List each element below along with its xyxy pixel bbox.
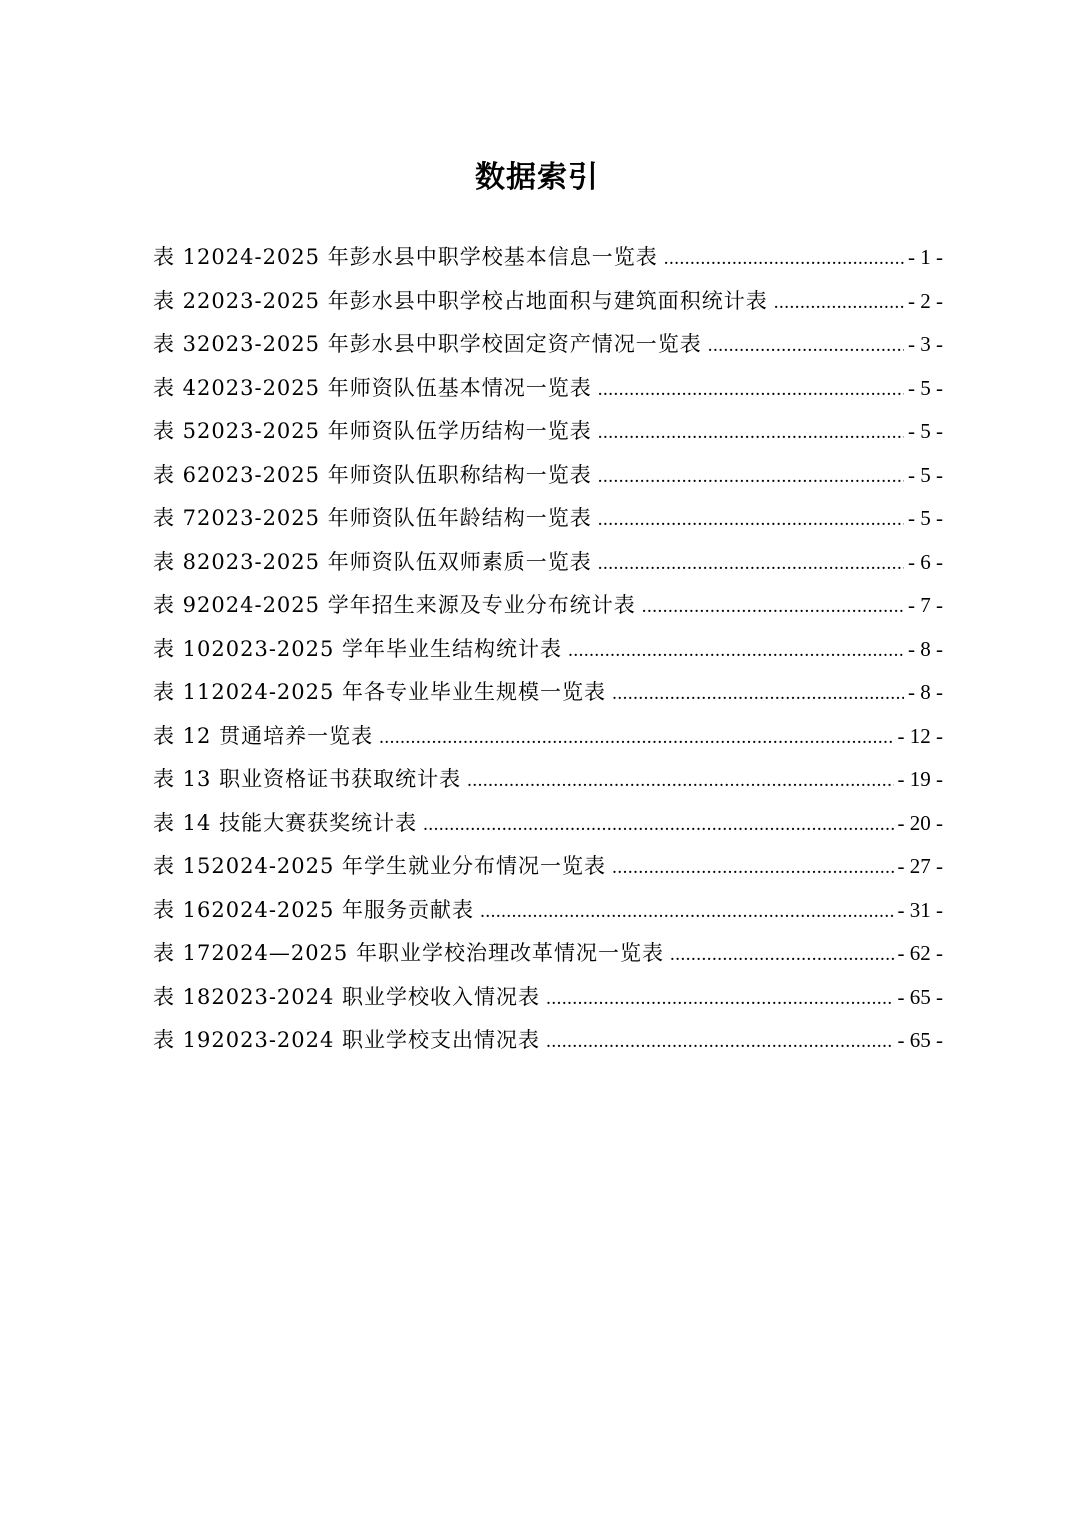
toc-entry-page: - 62 - [897,941,943,965]
toc-entry-label: 表 162024-2025 年服务贡献表 [153,897,475,922]
toc-dot-leader [708,326,904,366]
toc-entry-page: - 5 - [908,419,943,443]
toc-entry-label: 表 14 技能大赛获奖统计表 [153,810,418,835]
toc-dot-leader [670,935,894,975]
toc-entry[interactable] [153,411,943,455]
toc-entry[interactable] [153,846,943,890]
toc-entry-page: - 8 - [908,636,943,661]
toc-entry-label: 表 92024-2025 学年招生来源及专业分布统计表 [153,593,636,617]
toc-entry-label: 表 172024—2025 年职业学校治理改革情况一览表 [153,941,664,965]
toc-entry[interactable] [153,1020,943,1064]
toc-entry-label: 表 52023-2025 年师资队伍学历结构一览表 [153,419,592,443]
toc-entry-label: 表 192023-2024 职业学校支出情况表 [153,1028,541,1052]
toc-dot-leader [598,500,904,540]
toc-entry-label: 表 82023-2025 年师资队伍双师素质一览表 [153,549,592,574]
toc-entry-page: - 19 - [897,767,943,791]
toc-entry-page: - 31 - [897,897,943,922]
toc-entry-page: - 2 - [908,288,943,313]
toc-entry-label: 表 22023-2025 年彭水县中职学校占地面积与建筑面积统计表 [153,288,768,313]
toc-entry[interactable] [153,498,943,542]
toc-dot-leader [546,1022,893,1062]
toc-dot-leader [598,457,904,497]
page-title: 数据索引 [475,160,599,196]
toc-entry-page: - 5 - [908,462,943,487]
toc-entry-page: - 65 - [897,984,943,1009]
toc-entry[interactable] [153,716,943,760]
toc-entry[interactable] [153,759,943,803]
toc-entry[interactable] [153,803,943,847]
toc-entry-label: 表 112024-2025 年各专业毕业生规模一览表 [153,680,607,704]
toc-dot-leader [546,979,893,1019]
toc-dot-leader [664,239,904,279]
toc-entry-page: - 5 - [908,506,943,530]
toc-entry[interactable] [153,585,943,629]
toc-entry[interactable] [153,237,943,281]
toc-entry[interactable] [153,368,943,412]
toc-entry-page: - 12 - [897,723,943,748]
toc-dot-leader [379,718,893,758]
toc-entry-label: 表 42023-2025 年师资队伍基本情况一览表 [153,375,592,400]
toc-dot-leader [642,587,904,627]
toc-dot-leader [612,674,904,714]
toc-dot-leader [568,631,904,671]
toc-entry[interactable] [153,281,943,325]
toc-entry[interactable] [153,672,943,716]
toc-dot-leader [598,544,904,584]
toc-dot-leader [598,370,904,410]
table-of-contents [153,237,943,1064]
toc-entry-label: 表 12024-2025 年彭水县中职学校基本信息一览表 [153,245,658,269]
toc-entry-label: 表 72023-2025 年师资队伍年龄结构一览表 [153,506,592,530]
toc-entry-page: - 20 - [897,810,943,835]
toc-dot-leader [423,805,893,845]
toc-entry-page: - 8 - [908,680,943,704]
toc-entry-label: 表 13 职业资格证书获取统计表 [153,767,462,791]
toc-entry[interactable] [153,629,943,673]
toc-entry-label: 表 62023-2025 年师资队伍职称结构一览表 [153,462,592,487]
toc-entry-label: 表 12 贯通培养一览表 [153,723,374,748]
toc-dot-leader [598,413,904,453]
toc-entry[interactable] [153,933,943,977]
toc-entry-page: - 6 - [908,549,943,574]
toc-entry-page: - 65 - [897,1028,943,1052]
toc-entry-page: - 1 - [908,245,943,269]
toc-entry[interactable] [153,977,943,1021]
toc-entry-label: 表 182023-2024 职业学校收入情况表 [153,984,541,1009]
toc-entry[interactable] [153,324,943,368]
toc-entry-label: 表 102023-2025 学年毕业生结构统计表 [153,636,563,661]
toc-entry[interactable] [153,890,943,934]
toc-entry-label: 表 152024-2025 年学生就业分布情况一览表 [153,854,607,878]
toc-entry[interactable] [153,542,943,586]
toc-dot-leader [774,283,904,323]
toc-dot-leader [480,892,893,932]
toc-entry-page: - 27 - [897,854,943,878]
toc-dot-leader [612,848,893,888]
toc-dot-leader [467,761,893,801]
toc-entry-page: - 5 - [908,375,943,400]
toc-entry-page: - 3 - [908,332,943,356]
toc-entry[interactable] [153,455,943,499]
toc-entry-page: - 7 - [908,593,943,617]
toc-entry-label: 表 32023-2025 年彭水县中职学校固定资产情况一览表 [153,332,702,356]
